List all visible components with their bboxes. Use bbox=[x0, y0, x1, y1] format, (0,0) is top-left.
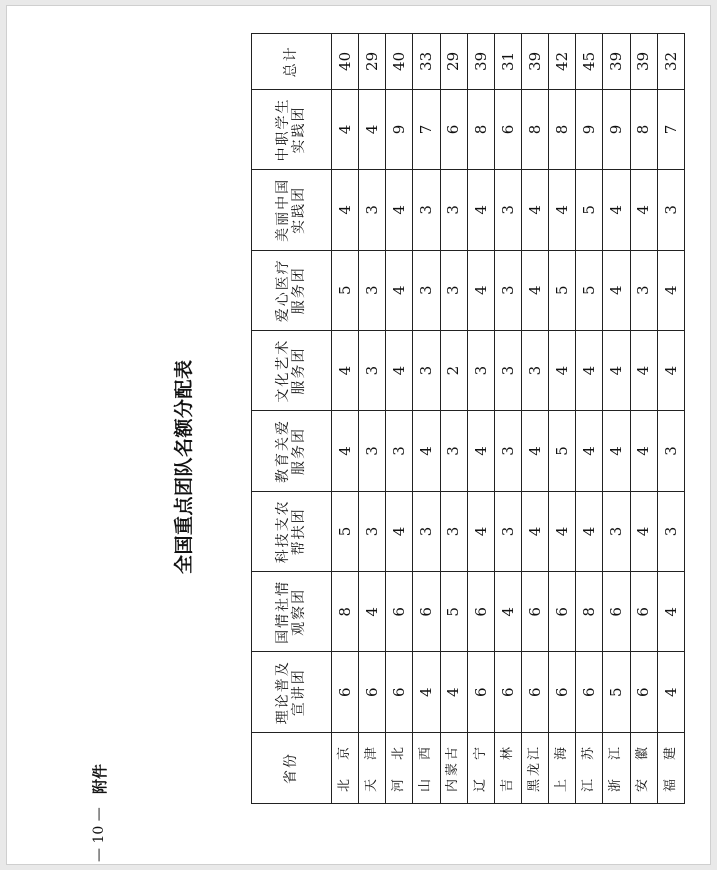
quota-cell: 3 bbox=[657, 411, 684, 491]
quota-cell: 3 bbox=[359, 491, 386, 571]
quota-cell: 3 bbox=[494, 170, 521, 250]
quota-cell: 3 bbox=[413, 250, 440, 330]
quota-cell: 3 bbox=[440, 250, 467, 330]
quota-cell: 5 bbox=[603, 652, 630, 732]
quota-cell: 4 bbox=[467, 411, 494, 491]
quota-cell: 4 bbox=[359, 89, 386, 169]
page-number: — 10 — bbox=[91, 807, 107, 862]
quota-cell: 4 bbox=[413, 652, 440, 732]
table-row bbox=[413, 34, 440, 804]
quota-cell: 4 bbox=[630, 411, 657, 491]
quota-cell: 6 bbox=[521, 572, 548, 652]
province-cell: 吉 林 bbox=[494, 732, 521, 803]
quota-cell: 7 bbox=[657, 89, 684, 169]
quota-cell: 9 bbox=[576, 89, 603, 169]
quota-cell: 3 bbox=[386, 411, 413, 491]
allocation-table bbox=[251, 33, 685, 804]
quota-cell: 4 bbox=[549, 170, 576, 250]
quota-cell: 4 bbox=[603, 170, 630, 250]
quota-cell: 4 bbox=[332, 89, 359, 169]
province-cell: 福 建 bbox=[657, 732, 684, 803]
quota-cell: 3 bbox=[657, 170, 684, 250]
header-beautiful-china: 美丽中国实践团 bbox=[252, 170, 332, 250]
quota-cell: 3 bbox=[467, 330, 494, 410]
quota-cell: 6 bbox=[359, 652, 386, 732]
total-cell: 29 bbox=[359, 34, 386, 90]
table-body bbox=[332, 34, 685, 804]
quota-cell: 4 bbox=[440, 652, 467, 732]
quota-cell: 4 bbox=[386, 170, 413, 250]
province-cell: 北 京 bbox=[332, 732, 359, 803]
quota-cell: 3 bbox=[521, 330, 548, 410]
quota-cell: 4 bbox=[657, 250, 684, 330]
table-row bbox=[521, 34, 548, 804]
quota-cell: 5 bbox=[549, 411, 576, 491]
province-cell: 江 苏 bbox=[576, 732, 603, 803]
quota-cell: 3 bbox=[359, 250, 386, 330]
table-row bbox=[630, 34, 657, 804]
quota-cell: 9 bbox=[603, 89, 630, 169]
quota-cell: 4 bbox=[467, 170, 494, 250]
quota-cell: 6 bbox=[386, 652, 413, 732]
quota-cell: 4 bbox=[332, 330, 359, 410]
quota-cell: 8 bbox=[576, 572, 603, 652]
quota-cell: 8 bbox=[332, 572, 359, 652]
quota-cell: 4 bbox=[521, 250, 548, 330]
header-national-observation: 国情社情观察团 bbox=[252, 572, 332, 652]
table-row bbox=[440, 34, 467, 804]
quota-cell: 6 bbox=[494, 652, 521, 732]
table-title: 全国重点团队名额分配表 bbox=[173, 359, 195, 574]
quota-cell: 3 bbox=[657, 491, 684, 571]
total-cell: 45 bbox=[576, 34, 603, 90]
quota-cell: 4 bbox=[359, 572, 386, 652]
table-row bbox=[549, 34, 576, 804]
quota-cell: 5 bbox=[440, 572, 467, 652]
table-row bbox=[657, 34, 684, 804]
quota-cell: 4 bbox=[467, 491, 494, 571]
quota-cell: 6 bbox=[549, 652, 576, 732]
quota-cell: 4 bbox=[576, 411, 603, 491]
quota-cell: 5 bbox=[549, 250, 576, 330]
quota-cell: 4 bbox=[521, 170, 548, 250]
province-cell: 天 津 bbox=[359, 732, 386, 803]
quota-cell: 4 bbox=[413, 411, 440, 491]
quota-cell: 3 bbox=[359, 330, 386, 410]
quota-cell: 4 bbox=[576, 330, 603, 410]
quota-cell: 4 bbox=[630, 170, 657, 250]
quota-cell: 3 bbox=[494, 250, 521, 330]
table-row bbox=[332, 34, 359, 804]
quota-cell: 8 bbox=[521, 89, 548, 169]
quota-cell: 6 bbox=[467, 652, 494, 732]
table-row bbox=[386, 34, 413, 804]
quota-cell: 3 bbox=[440, 491, 467, 571]
quota-cell: 4 bbox=[603, 411, 630, 491]
province-cell: 黑龙江 bbox=[521, 732, 548, 803]
province-cell: 辽 宁 bbox=[467, 732, 494, 803]
header-province: 省份 bbox=[252, 732, 332, 803]
table-row bbox=[576, 34, 603, 804]
allocation-table-container bbox=[251, 33, 685, 804]
header-tech-agriculture: 科技支农帮扶团 bbox=[252, 491, 332, 571]
quota-cell: 6 bbox=[521, 652, 548, 732]
total-cell: 39 bbox=[630, 34, 657, 90]
quota-cell: 3 bbox=[603, 491, 630, 571]
province-cell: 内蒙古 bbox=[440, 732, 467, 803]
header-total: 总计 bbox=[252, 34, 332, 90]
attachment-label: 附件 bbox=[91, 763, 109, 794]
quota-cell: 4 bbox=[549, 330, 576, 410]
total-cell: 32 bbox=[657, 34, 684, 90]
total-cell: 33 bbox=[413, 34, 440, 90]
table-row bbox=[603, 34, 630, 804]
quota-cell: 6 bbox=[467, 572, 494, 652]
total-cell: 29 bbox=[440, 34, 467, 90]
quota-cell: 5 bbox=[332, 250, 359, 330]
header-education-care: 教育关爱服务团 bbox=[252, 411, 332, 491]
quota-cell: 4 bbox=[657, 572, 684, 652]
quota-cell: 4 bbox=[521, 491, 548, 571]
quota-cell: 8 bbox=[467, 89, 494, 169]
total-cell: 42 bbox=[549, 34, 576, 90]
quota-cell: 6 bbox=[603, 572, 630, 652]
province-cell: 河 北 bbox=[386, 732, 413, 803]
quota-cell: 4 bbox=[657, 652, 684, 732]
quota-cell: 7 bbox=[413, 89, 440, 169]
quota-cell: 4 bbox=[549, 491, 576, 571]
header-row bbox=[252, 34, 332, 804]
total-cell: 40 bbox=[332, 34, 359, 90]
quota-cell: 3 bbox=[494, 491, 521, 571]
quota-cell: 3 bbox=[413, 170, 440, 250]
quota-cell: 9 bbox=[386, 89, 413, 169]
quota-cell: 6 bbox=[413, 572, 440, 652]
quota-cell: 6 bbox=[440, 89, 467, 169]
quota-cell: 3 bbox=[630, 250, 657, 330]
quota-cell: 5 bbox=[576, 170, 603, 250]
quota-cell: 4 bbox=[332, 411, 359, 491]
quota-cell: 5 bbox=[332, 491, 359, 571]
quota-cell: 4 bbox=[467, 250, 494, 330]
quota-cell: 4 bbox=[657, 330, 684, 410]
total-cell: 31 bbox=[494, 34, 521, 90]
quota-cell: 6 bbox=[630, 652, 657, 732]
quota-cell: 6 bbox=[549, 572, 576, 652]
province-cell: 山 西 bbox=[413, 732, 440, 803]
quota-cell: 4 bbox=[494, 572, 521, 652]
quota-cell: 3 bbox=[494, 411, 521, 491]
quota-cell: 6 bbox=[576, 652, 603, 732]
quota-cell: 4 bbox=[332, 170, 359, 250]
quota-cell: 4 bbox=[576, 491, 603, 571]
document-page bbox=[6, 5, 711, 865]
header-theory-lecture: 理论普及宣讲团 bbox=[252, 652, 332, 732]
quota-cell: 6 bbox=[630, 572, 657, 652]
quota-cell: 3 bbox=[440, 170, 467, 250]
table-row bbox=[359, 34, 386, 804]
quota-cell: 4 bbox=[386, 491, 413, 571]
header-vocational-student: 中职学生实践团 bbox=[252, 89, 332, 169]
province-cell: 浙 江 bbox=[603, 732, 630, 803]
quota-cell: 3 bbox=[359, 170, 386, 250]
header-medical-service: 爱心医疗服务团 bbox=[252, 250, 332, 330]
quota-cell: 8 bbox=[630, 89, 657, 169]
quota-cell: 3 bbox=[359, 411, 386, 491]
quota-cell: 4 bbox=[521, 411, 548, 491]
quota-cell: 3 bbox=[494, 330, 521, 410]
total-cell: 39 bbox=[521, 34, 548, 90]
quota-cell: 3 bbox=[413, 330, 440, 410]
quota-cell: 4 bbox=[630, 491, 657, 571]
total-cell: 40 bbox=[386, 34, 413, 90]
province-cell: 上 海 bbox=[549, 732, 576, 803]
total-cell: 39 bbox=[603, 34, 630, 90]
header-culture-art: 文化艺术服务团 bbox=[252, 330, 332, 410]
quota-cell: 4 bbox=[603, 330, 630, 410]
quota-cell: 4 bbox=[630, 330, 657, 410]
table-row bbox=[494, 34, 521, 804]
quota-cell: 8 bbox=[549, 89, 576, 169]
table-header bbox=[252, 34, 332, 804]
quota-cell: 3 bbox=[440, 411, 467, 491]
quota-cell: 4 bbox=[386, 250, 413, 330]
quota-cell: 4 bbox=[603, 250, 630, 330]
quota-cell: 2 bbox=[440, 330, 467, 410]
table-row bbox=[467, 34, 494, 804]
quota-cell: 6 bbox=[332, 652, 359, 732]
quota-cell: 4 bbox=[386, 330, 413, 410]
quota-cell: 6 bbox=[494, 89, 521, 169]
province-cell: 安 徽 bbox=[630, 732, 657, 803]
total-cell: 39 bbox=[467, 34, 494, 90]
quota-cell: 6 bbox=[386, 572, 413, 652]
quota-cell: 5 bbox=[576, 250, 603, 330]
quota-cell: 3 bbox=[413, 491, 440, 571]
